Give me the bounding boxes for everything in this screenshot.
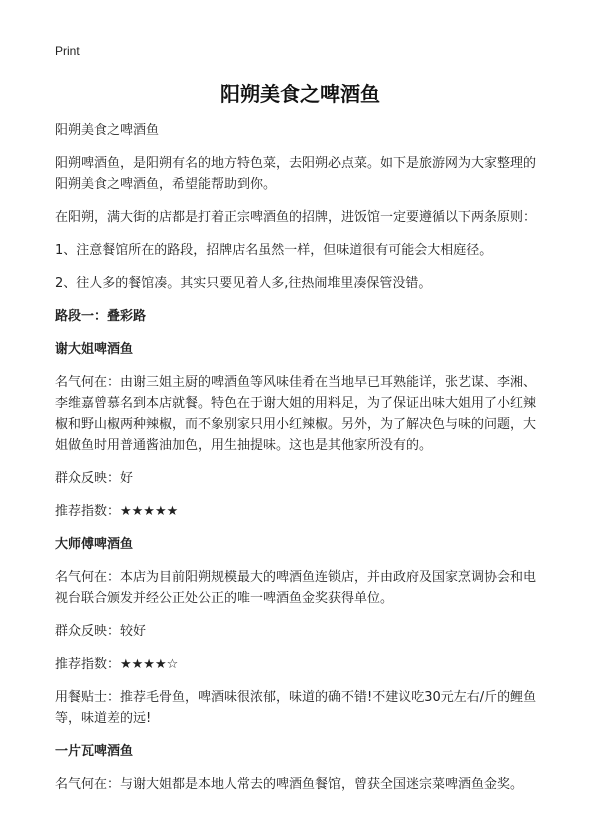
restaurant-name: 谢大姐啤酒鱼	[55, 342, 134, 357]
principle-item-1: 1、注意餐馆所在的路段，招牌店名虽然一样，但味道很有可能会大相庭径。	[55, 243, 493, 258]
principle-item-2: 2、往人多的餐馆凑。其实只要见着人多,往热闹堆里凑保管没错。	[55, 276, 432, 291]
print-link[interactable]: Print	[55, 44, 80, 58]
restaurant-fame: 名气何在：由谢三姐主厨的啤酒鱼等风味佳肴在当地早已耳熟能详，张艺谋、李湘、李维嘉曾慕名到本店就餐。特色在于谢大姐的用料足，为了保证出味大姐用了小红辣椒和野山椒两种辣椒，而不象别家只用小红辣椒。另外，为了解决色与味的问题，大姐做鱼时用普通酱油加色，用生抽提味。这也是其他家所没有的。	[55, 375, 537, 453]
restaurant-fame: 名气何在：本店为目前阳朔规模最大的啤酒鱼连锁店，并由政府及国家烹调协会和电视台联合颁发并经公正处公正的唯一啤酒鱼金奖获得单位。	[55, 570, 537, 606]
principle-intro: 在阳朔，满大街的店都是打着正宗啤酒鱼的招牌，进饭馆一定要遵循以下两条原则：	[55, 210, 537, 225]
restaurant-name: 大师傅啤酒鱼	[55, 537, 134, 552]
restaurant-fame: 名气何在：与谢大姐都是本地人常去的啤酒鱼餐馆，曾获全国迷宗菜啤酒鱼金奖。	[55, 777, 524, 792]
restaurant-rating: 推荐指数：★★★★☆	[55, 657, 179, 672]
restaurant-feedback: 群众反映：好	[55, 471, 134, 486]
page-title: 阳朔美食之啤酒鱼	[220, 82, 380, 106]
article-body	[55, 120, 543, 795]
intro-paragraph: 阳朔啤酒鱼，是阳朔有名的地方特色菜，去阳朔必点菜。如下是旅游网为大家整理的阳朔美食之啤酒鱼，希望能帮助到你。	[55, 156, 537, 192]
restaurant-tip: 用餐贴士：推荐毛骨鱼，啤酒味很浓郁，味道的确不错!不建议吃30元左右/斤的鲤鱼等，味道差的远!	[55, 690, 537, 726]
restaurant-rating: 推荐指数：★★★★★	[55, 504, 179, 519]
restaurant-name: 一片瓦啤酒鱼	[55, 744, 134, 759]
article-subtitle: 阳朔美食之啤酒鱼	[55, 123, 160, 138]
restaurant-feedback: 群众反映：较好	[55, 624, 147, 639]
section-heading: 路段一：叠彩路	[55, 309, 147, 324]
